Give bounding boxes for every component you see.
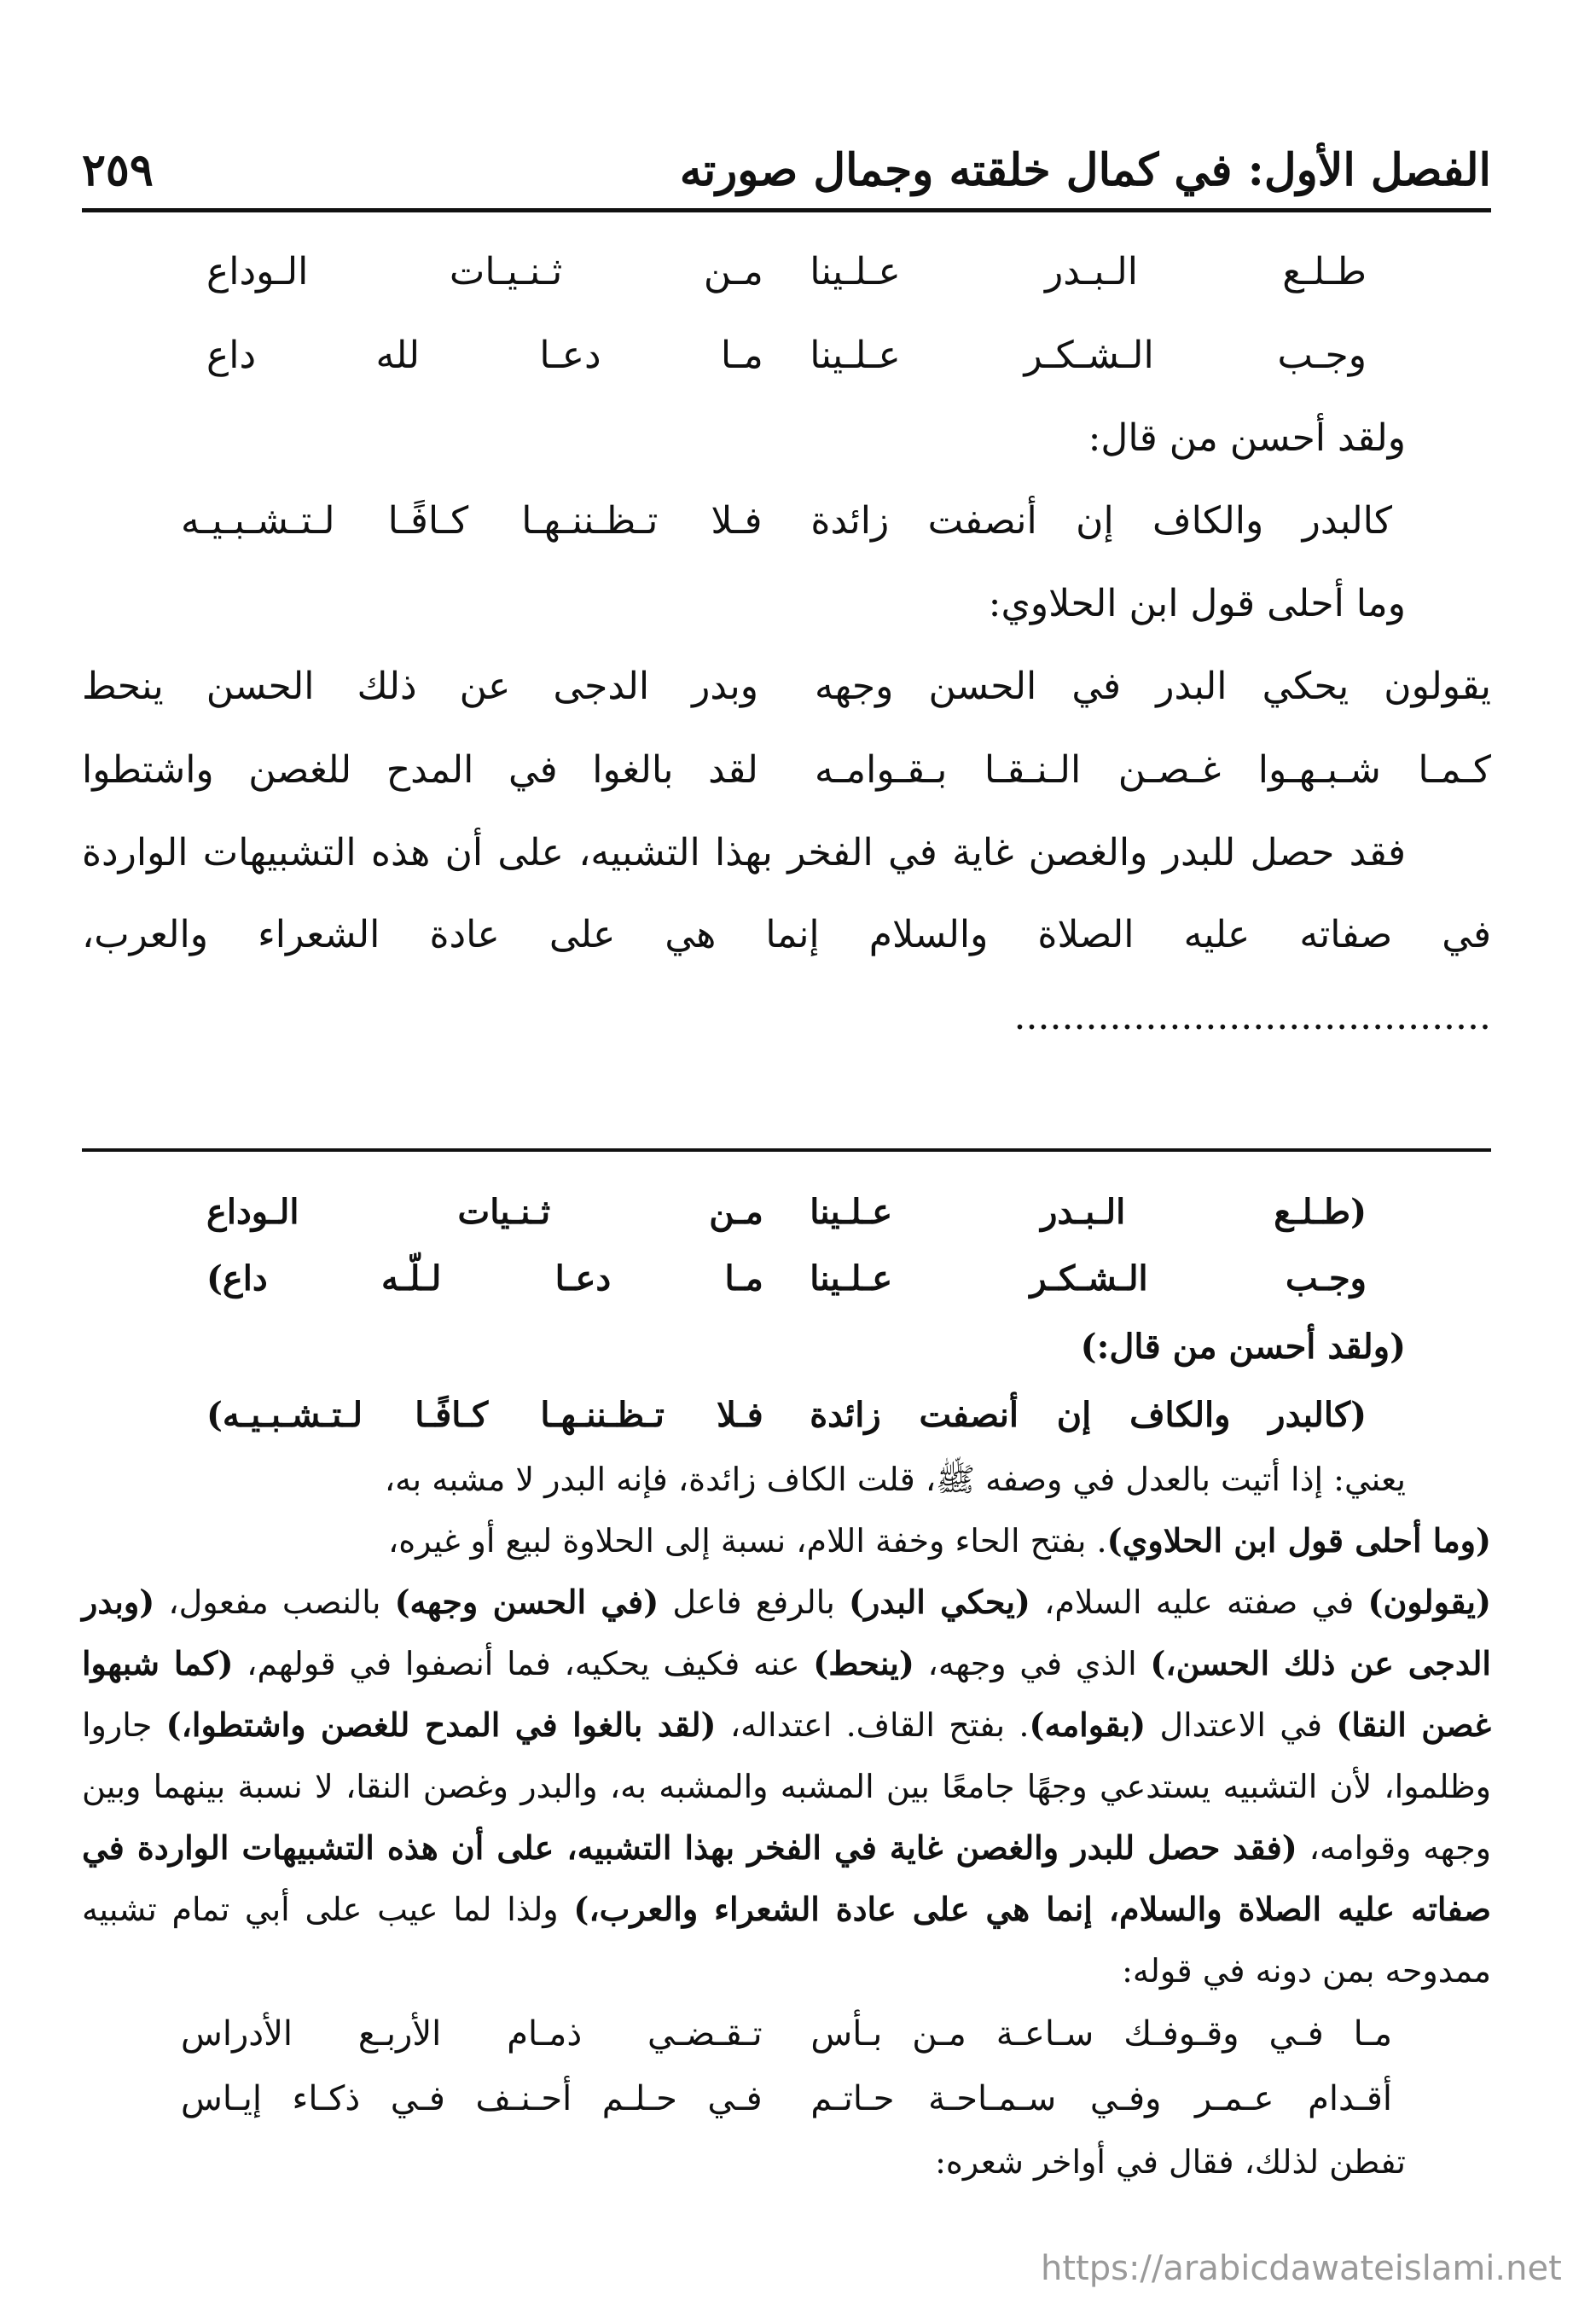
quoted-text: (في الحسن وجهه) (394, 1583, 659, 1621)
commentary-text: الذي في وجهه، (914, 1645, 1151, 1682)
quoted-text: (وبدر الدجى عن ذلك الحسن،) (82, 1583, 1491, 1682)
quoted-text: (كما شبهوا غصن النقا) (82, 1644, 1492, 1744)
hemistich: مـا دعـا لـلّـه داع) (206, 1258, 763, 1299)
poem-ibn-al-halawi (82, 645, 1491, 812)
verse (206, 1382, 1367, 1449)
hemistich: يقولون يحكي البدر في الحسن وجهه (815, 665, 1491, 708)
commentary-text: . بفتح الحاء وخفة اللام، نسبة إلى الحلاوة لبيع أو غيره، (387, 1522, 1107, 1560)
hemistich: وجـب الـشـكـر عـلـينا (810, 334, 1367, 377)
hemistich: مـا دعـا لله داع (206, 334, 763, 377)
hemistich: لقد بالغوا في المدح للغصن واشتطوا (82, 748, 758, 792)
hemistich: وبدر الدجى عن ذلك الحسن ينحط (82, 665, 758, 708)
commentary-poem-kal-badr (82, 1382, 1491, 1449)
verse (181, 2066, 1392, 2131)
verse (181, 479, 1392, 563)
commentary-text: . بفتح القاف. اعتداله، (716, 1706, 1030, 1744)
commentary-text: في صفته عليه السلام، (1030, 1583, 1368, 1621)
hemistich: وجـب الـشـكـر عـلـينا (810, 1258, 1367, 1299)
quoted-text: (يقولون) (1367, 1583, 1491, 1621)
commentary-poem-abu-tammam (82, 2002, 1491, 2131)
main-text (82, 230, 1491, 1058)
hemistich: فـلا تـظـننـهـا كـافًـا لـتـشـبـيـه (181, 499, 763, 543)
paragraph-text: فقد حصل للبدر والغصن غاية في الفخر بهذا التشبيه، على أن هذه التشبيهات الواردة في صفاته عليه الصلاة والسلام إنما هي على عادة الشعراء والعرب، (82, 831, 1491, 956)
hemistich: أقـدام عـمـر وفـي سـمـاحـة حـاتـم (810, 2079, 1392, 2118)
hemistich: تـقـضـي ذمـام الأربـع الأدراس (181, 2014, 763, 2054)
hemistich: (كالبدر والكاف إن أنصفت زائدة (810, 1395, 1367, 1435)
quoted-text: (وما أحلى قول ابن الحلاوي) (1106, 1521, 1491, 1560)
commentary-verse-intro: (ولقد أحسن من قال:) (1080, 1327, 1406, 1367)
hemistich: كـمـا شـبـهـوا غـصـن الـنـقـا بـقـوامـه (815, 748, 1491, 792)
verse (206, 1179, 1367, 1246)
verse (181, 2002, 1392, 2066)
hemistich: فـلا تـظـننـهـا كـافًـا لـتـشـبـيـه) (206, 1395, 763, 1435)
commentary-text: بالنصب مفعول، (154, 1583, 395, 1621)
hemistich: مـن ثـنـيات الـوداع (206, 1192, 763, 1232)
commentary-paragraph (82, 1510, 1491, 1572)
quoted-text: (لقد بالغوا في المدح للغصن واشتطوا،) (165, 1705, 717, 1744)
page-header (82, 119, 1491, 212)
quoted-text: (فقد حصل للبدر والغصن غاية في الفخر بهذا التشبيه، على أن هذه التشبيهات الواردة في صفاته عليه الصلاة والسلام، إنما هي على عادة الشعراء والعرب،) (82, 1828, 1491, 1928)
hemistich: فـي حـلـم أحـنـف فـي ذكـاء إيـاس (181, 2079, 763, 2118)
watermark-url: https://arabicdawateislami.net (1041, 2249, 1562, 2288)
verse (206, 1246, 1367, 1312)
main-paragraph (82, 812, 1491, 1058)
verse-intro: ولقد أحسن من قال: (1088, 416, 1406, 460)
page-number: ٢٥٩ (82, 144, 154, 196)
poem-kal-badr (82, 479, 1491, 563)
hemistich: مـا فـي وقـوفـك سـاعـة مـن بـأس (810, 2014, 1392, 2054)
quoted-text: (يحكي البدر) (848, 1583, 1030, 1621)
hemistich: طـلـع الـبـدر عـلـينا (810, 250, 1367, 293)
commentary-text: ولذا لما عيب على أبي تمام تشبيه ممدوحه بمن دونه في قوله: (82, 1891, 1491, 1990)
commentary-text: بالرفع فاعل (659, 1583, 849, 1621)
verse (206, 314, 1367, 398)
poem-tala-al-badr (82, 230, 1491, 398)
hemistich: (طـلـع الـبـدر عـلـينا (810, 1192, 1367, 1232)
commentary-text: عنه فكيف يحكيه، فما أنصفوا في قولهم، (233, 1645, 814, 1682)
hemistich: مـن ثـنـيـات الـوداع (206, 250, 763, 293)
chapter-title: الفصل الأول: في كمال خلقته وجمال صورته (679, 144, 1491, 196)
quoted-text: (بقوامه) (1029, 1705, 1146, 1744)
verse-intro: وما أحلى قول ابن الحلاوي: (988, 582, 1406, 625)
commentary-paragraph (82, 1572, 1491, 2002)
commentary-text: في الاعتدال (1146, 1706, 1337, 1744)
commentary-poem-tala-al-badr (82, 1179, 1491, 1312)
book-page (82, 102, 1491, 2286)
commentary-text: جاروا وظلموا، لأن التشبيه يستدعي وجهًا جامعًا بين المشبه والمشبه به، والبدر وغصن النقا، لا نسبة بينهما وبين وجهه وقوامه، (82, 1706, 1492, 1867)
section-divider (82, 1148, 1491, 1152)
hemistich: كالبدر والكاف إن أنصفت زائدة (810, 499, 1392, 543)
quoted-text: (ينحط) (813, 1644, 914, 1682)
verse (82, 645, 1491, 729)
verse (82, 729, 1491, 812)
verse (206, 230, 1367, 314)
ellipsis: ........................................ (1013, 995, 1491, 1038)
commentary (82, 1179, 1491, 2193)
commentary-paragraph: يعني: إذا أتيت بالعدل في وصفه ﷺ، قلت الكاف زائدة، فإنه البدر لا مشبه به، (384, 1461, 1406, 1498)
commentary-last-line: تفطن لذلك، فقال في أواخر شعره: (935, 2143, 1406, 2181)
